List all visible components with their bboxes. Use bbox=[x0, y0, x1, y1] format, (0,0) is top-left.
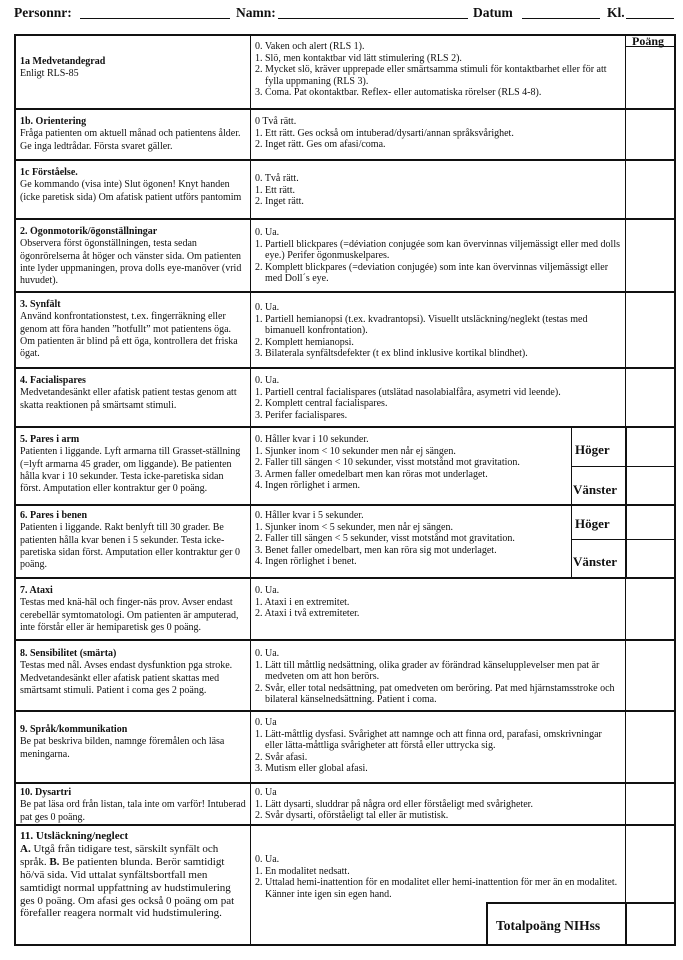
total-label: Totalpoäng NIHss bbox=[496, 918, 601, 933]
item-desc: Be pat beskriva bilden, namnge föremålen och läsa meningarna. bbox=[20, 736, 225, 760]
option: 2. Uttalad hemi-inattention för en modalitet eller hemi-inattention för mer än en modalitet. Känner inte igen sin egen hand. bbox=[255, 877, 618, 900]
part-a-label: A. bbox=[20, 842, 31, 855]
score-cell-3[interactable] bbox=[626, 293, 674, 367]
part-b-desc: Be patienten blunda. Berör samtidigt hö/vä sida. Vid uttalat synfältsbortfall men samtidigt normal uppfattning av hudstimulering ges 0 poäng. Om afasi ges också 0 poäng om pat förefaller reagera normalt vid hudstimulering. bbox=[20, 855, 235, 920]
score-cell-1a[interactable] bbox=[626, 47, 674, 108]
item-desc: Använd konfrontationstest, t.ex. fingerräkning eller genom att föra handen ”hotfullt” mot patientens öga. Om patienten är blind på ett öga, kontrollera det friska ögat. bbox=[20, 311, 238, 360]
item-desc: Ge kommando (visa inte) Slut ögonen! Knyt handen (icke paretisk sida) Om afatisk patient utförs pantomim bbox=[20, 179, 242, 203]
option: 1. Partiell central facialispares (utslätad nasolabialfåra, asymetri vid leende). bbox=[255, 386, 561, 398]
item-desc: Testas med knä-häl och finger-näs prov. Avser endast cerebellär symtomatologi. Om patienten är amputerad, inte förstår eller är hemiparetisk ges 0 poäng. bbox=[20, 597, 239, 633]
option: 2. Inget rätt. Ges om afasi/coma. bbox=[255, 139, 386, 151]
score-cell-1c[interactable] bbox=[626, 161, 674, 218]
option: 0. Vaken och alert (RLS 1). bbox=[255, 41, 365, 52]
item-desc: Testas med nål. Avses endast dysfunktion pga stroke. Medvetandesänkt eller afatisk patient skattas med smärtsamt stimuli. Patient i coma ges 2 poäng. bbox=[20, 660, 233, 696]
option: 4. Ingen rörlighet i armen. bbox=[255, 480, 360, 492]
item-7-options bbox=[255, 585, 621, 620]
option: 0. Ua. bbox=[255, 227, 280, 238]
item-9-options bbox=[255, 717, 621, 775]
option: 1. Lätt till måttlig nedsättning, olika grader av förändrad känselupplevelser men pat är medveten om att hon berörs. bbox=[255, 659, 600, 683]
option: 2. Svår, eller total nedsättning, pat omedveten om beröring. Pat med hjärnstamsstroke och bilateral känselnedsättning. Patient i coma. bbox=[255, 682, 615, 706]
score-cell-6-right[interactable] bbox=[627, 506, 674, 539]
option: 1. Slö, men kontaktbar vid lätt stimulering (RLS 2). bbox=[255, 52, 462, 64]
item-title: 6. Pares i benen bbox=[20, 510, 88, 521]
option: 3. Armen faller omedelbart men kan röras mot underlaget. bbox=[255, 468, 488, 480]
option: 0. Ua bbox=[255, 787, 277, 798]
item-9 bbox=[20, 724, 246, 761]
nihss-table bbox=[14, 34, 676, 946]
item-1a bbox=[20, 56, 246, 81]
option: 0. Ua. bbox=[255, 585, 280, 596]
option: 0. Ua bbox=[255, 717, 277, 728]
item-1c-options bbox=[255, 173, 621, 208]
option: 3. Coma. Pat okontaktbar. Reflex- eller automatiska rörelser (RLS 4-8). bbox=[255, 87, 542, 99]
part-b-label: B. bbox=[49, 855, 60, 868]
namn-field[interactable] bbox=[278, 18, 468, 19]
item-desc: Medvetandesänkt eller afatisk patient testas genom att skatta reaktionen på smärtsamt stimuli. bbox=[20, 387, 237, 411]
item-1b bbox=[20, 116, 246, 153]
item-desc: Fråga patienten om aktuell månad och patientens ålder. Ge inga ledtrådar. Första svaret gäller. bbox=[20, 128, 241, 152]
datum-field[interactable] bbox=[522, 18, 600, 19]
item-title: 9. Språk/kommunikation bbox=[20, 724, 128, 735]
kl-label: Kl. bbox=[607, 5, 625, 20]
item-11-options bbox=[255, 854, 621, 900]
item-title: 7. Ataxi bbox=[20, 585, 53, 596]
personnr-field[interactable] bbox=[80, 18, 230, 19]
leg-left-label: Vänster bbox=[573, 554, 618, 569]
item-3 bbox=[20, 299, 246, 360]
item-title: 5. Pares i arm bbox=[20, 434, 80, 445]
option: 1. Ett rätt. Ges också om intuberad/dysarti/annan språksvårighet. bbox=[255, 127, 514, 139]
part-a-desc: Utgå från tidigare test, särskilt synfält och språk. bbox=[20, 842, 219, 868]
option: 0. Två rätt. bbox=[255, 173, 299, 184]
option: 1. Sjunker inom < 10 sekunder men når ej sängen. bbox=[255, 445, 456, 457]
option: 2. Inget rätt. bbox=[255, 196, 304, 208]
item-title: 3. Synfält bbox=[20, 299, 61, 310]
option: 2. Faller till sängen < 5 sekunder, visst motstånd mot gravitation. bbox=[255, 533, 515, 545]
namn-label: Namn: bbox=[236, 5, 276, 20]
item-title: 1a Medvetandegrad bbox=[20, 56, 106, 67]
score-cell-9[interactable] bbox=[626, 712, 674, 782]
item-desc: Patienten i liggande. Lyft armarna till Grasset-ställning (=lyft armarna 45 grader, om liggande). Be patienten hålla kvar i 10 sekunder. Testa icke-paretiska sidan först. Amputation eller kontraktur ger 0 poäng. bbox=[20, 446, 241, 495]
item-title: 4. Facialispares bbox=[20, 375, 86, 386]
item-8-options bbox=[255, 648, 621, 706]
option: 1. Partiell blickpares (=déviation conjugée som kan övervinnas viljemässigt eller med dolls eye.) Perifer ögonmuskelpares. bbox=[255, 238, 620, 262]
option: 2. Komplett central facialispares. bbox=[255, 398, 388, 410]
option: 3. Mutism eller global afasi. bbox=[255, 763, 368, 775]
personnr-label: Personnr: bbox=[14, 5, 72, 20]
datum-label: Datum bbox=[473, 5, 513, 20]
item-2-options bbox=[255, 227, 621, 285]
item-3-options bbox=[255, 302, 621, 360]
score-cell-4[interactable] bbox=[626, 369, 674, 426]
item-1a-options bbox=[255, 41, 621, 99]
item-5-options bbox=[255, 434, 571, 492]
item-6-options bbox=[255, 510, 571, 568]
option: 3. Perifer facialispares. bbox=[255, 409, 348, 421]
option: 2. Komplett hemianopsi. bbox=[255, 336, 354, 348]
item-1b-options bbox=[255, 116, 621, 151]
option: 2. Komplett blickpares (=deviation conjugée) som inte kan övervinnas viljemässigt eller med Doll´s eye. bbox=[255, 261, 609, 285]
option: 1. En modalitet nedsatt. bbox=[255, 865, 350, 877]
item-desc: Patienten i liggande. Rakt benlyft till 30 grader. Be patienten hålla kvar benen i 5 sekunder. Testa icke-paretiska sidan först. Amputation eller kontraktur ger 0 poäng. bbox=[20, 522, 240, 571]
item-2 bbox=[20, 226, 246, 287]
score-cell-11[interactable] bbox=[626, 826, 674, 902]
item-8 bbox=[20, 648, 246, 697]
score-cell-5-right[interactable] bbox=[627, 428, 674, 466]
option: 2. Ataxi i två extremiteter. bbox=[255, 608, 360, 620]
option: 1. Ett rätt. bbox=[255, 184, 295, 196]
option: 0. Ua. bbox=[255, 302, 280, 313]
option: 2. Faller till sängen < 10 sekunder, visst motstånd mot gravitation. bbox=[255, 457, 520, 469]
arm-left-label: Vänster bbox=[573, 482, 618, 497]
leg-right-label: Höger bbox=[575, 516, 610, 531]
item-1c bbox=[20, 167, 246, 204]
option: 3. Bilaterala synfältsdefekter (t ex blind inklusive kortikal blindhet). bbox=[255, 348, 528, 360]
option: 3. Benet faller omedelbart, men kan röra sig mot underlaget. bbox=[255, 544, 497, 556]
score-cell-8[interactable] bbox=[626, 641, 674, 710]
item-4 bbox=[20, 375, 246, 412]
item-7 bbox=[20, 585, 246, 634]
item-10 bbox=[20, 787, 246, 824]
score-cell-5-left[interactable] bbox=[627, 467, 674, 504]
option: 2. Mycket slö, kräver upprepade eller smärtsamma stimuli för kontaktbarhet eller för att fylla uppmaning (RLS 3). bbox=[255, 64, 607, 87]
item-10-options bbox=[255, 787, 621, 822]
score-column-header: Poäng bbox=[632, 34, 665, 48]
item-desc: Observera först ögonställningen, testa sedan ögonrörelserna åt höger och vänster sida. Om patienten inte lyder uppmaningen, prova dolls eye-manöver (vrid huvudet). bbox=[20, 238, 242, 287]
kl-field[interactable] bbox=[626, 18, 674, 19]
item-5 bbox=[20, 434, 246, 495]
option: 0. Håller kvar i 10 sekunder. bbox=[255, 434, 369, 445]
option: 0. Ua. bbox=[255, 854, 280, 865]
item-title: 1c Förståelse. bbox=[20, 167, 78, 178]
score-cell-1b[interactable] bbox=[626, 110, 674, 159]
option: 2. Svår afasi. bbox=[255, 751, 308, 763]
form-header bbox=[14, 3, 676, 27]
item-title: 10. Dysartri bbox=[20, 787, 72, 798]
total-score-cell[interactable] bbox=[627, 904, 674, 944]
score-cell-10[interactable] bbox=[626, 784, 674, 824]
item-11 bbox=[20, 830, 246, 920]
arm-right-label: Höger bbox=[575, 442, 610, 457]
score-cell-7[interactable] bbox=[626, 579, 674, 639]
option: 1. Lätt-måttlig dysfasi. Svårighet att namnge och att finna ord, parafasi, omskrivningar eller lätta-måttliga svårigheter att förstå eller uttrycka sig. bbox=[255, 728, 602, 752]
item-desc: Be pat läsa ord från listan, tala inte om varför! Intuberad pat ges 0 poäng. bbox=[20, 799, 246, 823]
option: 0. Håller kvar i 5 sekunder. bbox=[255, 510, 364, 521]
item-title: 2. Ögonmotorik/ögonställningar bbox=[20, 226, 158, 237]
item-title: 1b. Orientering bbox=[20, 116, 87, 127]
option: 1. Partiell hemianopsi (t.ex. kvadrantopsi). Visuellt utsläckning/neglekt (testas med bimanuell konfrontation). bbox=[255, 313, 588, 337]
option: 2. Svår dysarti, oförståeligt tal eller är mutistisk. bbox=[255, 810, 449, 822]
option: 4. Ingen rörlighet i benet. bbox=[255, 556, 357, 568]
score-cell-2[interactable] bbox=[626, 220, 674, 291]
option: 0. Ua. bbox=[255, 648, 280, 659]
item-4-options bbox=[255, 375, 621, 421]
option: 1. Ataxi i en extremitet. bbox=[255, 596, 350, 608]
option: 0 Två rätt. bbox=[255, 116, 297, 127]
item-title: 8. Sensibilitet (smärta) bbox=[20, 648, 117, 659]
item-desc: Enligt RLS-85 bbox=[20, 68, 79, 80]
score-cell-6-left[interactable] bbox=[627, 540, 674, 577]
option: 0. Ua. bbox=[255, 375, 280, 386]
option: 1. Lätt dysarti, sluddrar på några ord eller förståeligt med svårigheter. bbox=[255, 798, 533, 810]
item-title: 11. Utsläckning/neglect bbox=[20, 830, 129, 842]
option: 1. Sjunker inom < 5 sekunder, men når ej sängen. bbox=[255, 521, 453, 533]
item-6 bbox=[20, 510, 246, 571]
